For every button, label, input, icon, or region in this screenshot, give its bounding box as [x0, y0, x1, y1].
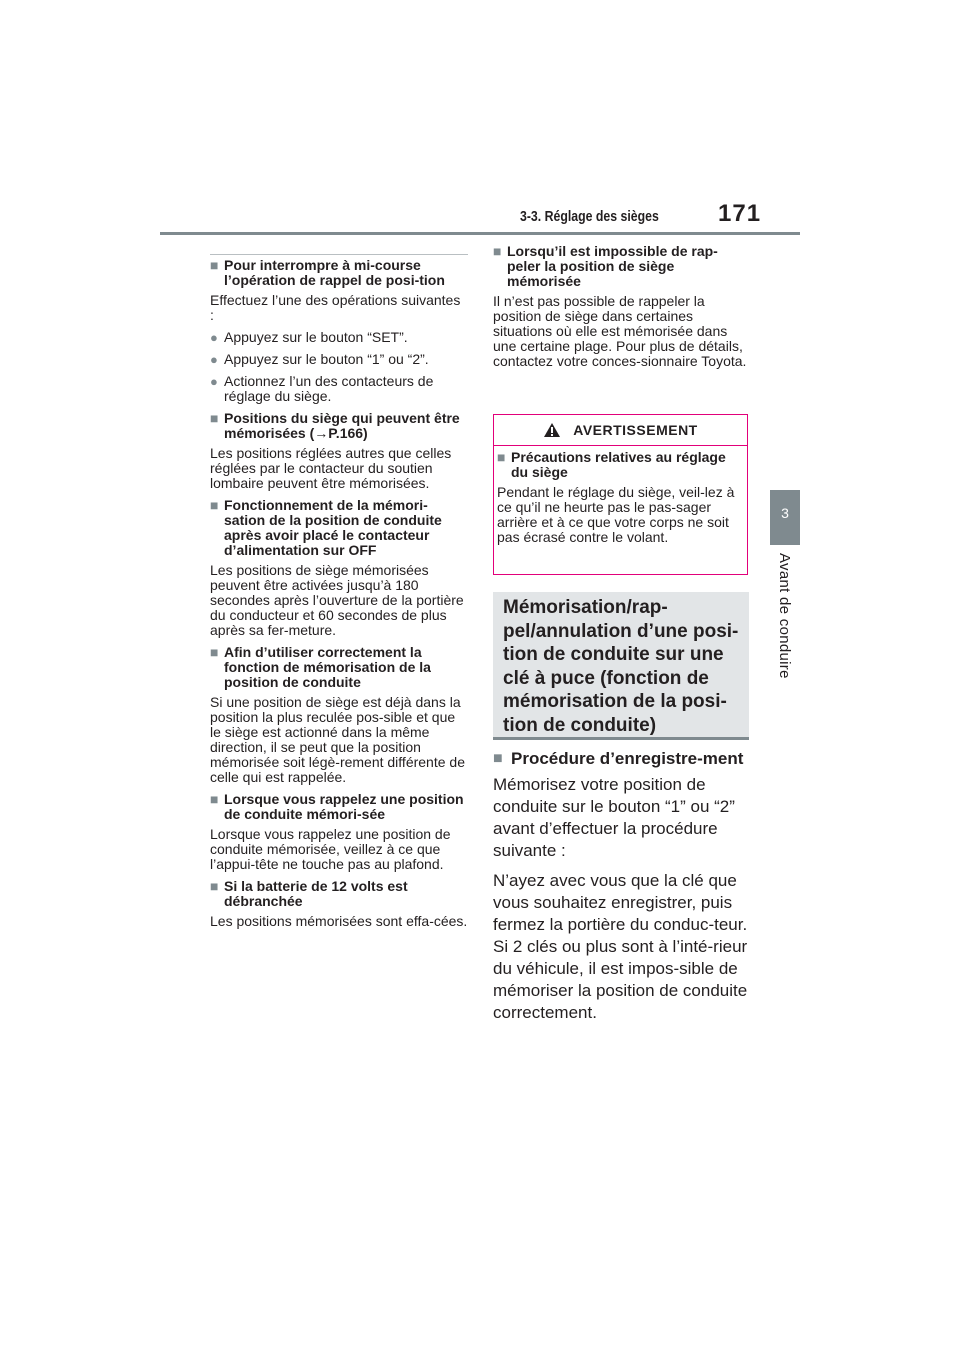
square-bullet-icon: ■: [493, 243, 502, 259]
para-operations: Effectuez l’une des opérations suivantes :: [210, 292, 461, 323]
para-battery: Les positions mémorisées sont effa-cées.: [210, 913, 468, 929]
para-recall-impossible: Il n’est pas possible de rappeler la position de siège dans certaines situations où elle est mémorisée dans une certaine plage. Pour plus de détails, contactez votre conces-sionnaire Toyota.: [493, 293, 747, 369]
procedure-para-3: Si 2 clés ou plus sont à l’inté-rieur du véhicule, il est impos-sible de mémoriser la position de conduite correctement.: [493, 937, 748, 1022]
warning-heading: ■ Précautions relatives au réglage du siège: [497, 449, 726, 480]
square-bullet-icon: ■: [210, 791, 219, 807]
para-recall: Lorsque vous rappelez une position de conduite mémorisée, veillez à ce que l’appui-tête ne touche pas au plafond.: [210, 826, 451, 872]
chapter-label: Avant de conduire: [776, 553, 793, 679]
warning-header: [494, 415, 747, 446]
warning-para: Pendant le réglage du siège, veil-lez à ce qu’il ne heurte pas le pas-sager arrière et à ce que votre corps ne soit pas écrasé contre le volant.: [497, 484, 735, 545]
heading-battery: ■ Si la batterie de 12 volts est débranchée: [210, 878, 408, 909]
procedure-section: [493, 748, 751, 1032]
section-title: 3-3. Réglage des sièges: [520, 208, 659, 225]
warning-box: [493, 414, 748, 575]
heading-memorizable-positions: ■ Positions du siège qui peuvent être mémorisées (→P.166): [210, 410, 460, 441]
square-bullet-icon: ■: [210, 410, 219, 426]
page-number: 171: [718, 200, 762, 227]
square-bullet-icon: ■: [497, 449, 506, 465]
column-rule: [210, 254, 468, 255]
left-column: [210, 258, 468, 936]
list-item: ● Appuyez sur le bouton “1” ou “2”.: [210, 351, 429, 367]
square-bullet-icon: ■: [210, 878, 219, 894]
circle-bullet-icon: ●: [210, 374, 218, 389]
page-header: [0, 0, 960, 270]
chapter-number: 3: [781, 505, 789, 521]
heading-recall-impossible: ■ Lorsqu’il est impossible de rap-peler la position de siège mémorisée: [493, 243, 718, 289]
square-bullet-icon: ■: [210, 497, 219, 513]
procedure-para-1: Mémorisez votre position de conduite sur le bouton “1” ou “2” avant d’effectuer la procédure suivante :: [493, 775, 735, 860]
heading-recall: ■ Lorsque vous rappelez une position de conduite mémori-sée: [210, 791, 464, 822]
right-column: [493, 244, 751, 376]
header-rule: [160, 232, 800, 235]
heading-correct-use: ■ Afin d’utiliser correctement la fonction de mémorisation de la position de conduite: [210, 644, 431, 690]
circle-bullet-icon: ●: [210, 352, 218, 367]
topic-title: Mémorisation/rap-pel/annulation d’une posi-tion de conduite sur une clé à puce (fonction de mémorisation de la posi-tion de conduite): [503, 597, 739, 736]
procedure-para-2: N’ayez avec vous que la clé que vous souhaitez enregistrer, puis fermez la portière du conduc-teur.: [493, 871, 748, 934]
warning-triangle-icon: [543, 422, 561, 438]
para-correct-use: Si une position de siège est déjà dans la position la plus reculée pos-sible et que le siège est actionné dans la même direction, il se peut que la position mémorisée soit légè-rement différente de celle qui est rappelée.: [210, 694, 465, 785]
para-after-off: Les positions de siège mémorisées peuvent être activées jusqu’à 180 secondes après l’ouverture de la portière du conducteur et 60 secondes de plus après sa fer-meture.: [210, 562, 464, 638]
heading-after-off: ■ Fonctionnement de la mémori-sation de la position de conduite après avoir placé le contacteur d’alimentation sur OFF: [210, 497, 442, 558]
list-item: ● Appuyez sur le bouton “SET”.: [210, 329, 408, 345]
square-bullet-icon: ■: [210, 257, 219, 273]
square-bullet-icon: ■: [493, 750, 503, 767]
circle-bullet-icon: ●: [210, 330, 218, 345]
warning-label: AVERTISSEMENT: [573, 422, 698, 438]
procedure-heading: ■ Procédure d’enregistre-ment: [493, 749, 744, 768]
para-memorizable-positions: Les positions réglées autres que celles réglées par le contacteur du soutien lombaire peuvent être mémorisées.: [210, 445, 452, 491]
list-item: ● Actionnez l’un des contacteurs de réglage du siège.: [210, 373, 434, 404]
square-bullet-icon: ■: [210, 644, 219, 660]
heading-interrupt: ■ Pour interrompre à mi-course l’opération de rappel de posi-tion: [210, 257, 445, 288]
topic-title-box: [493, 592, 749, 740]
